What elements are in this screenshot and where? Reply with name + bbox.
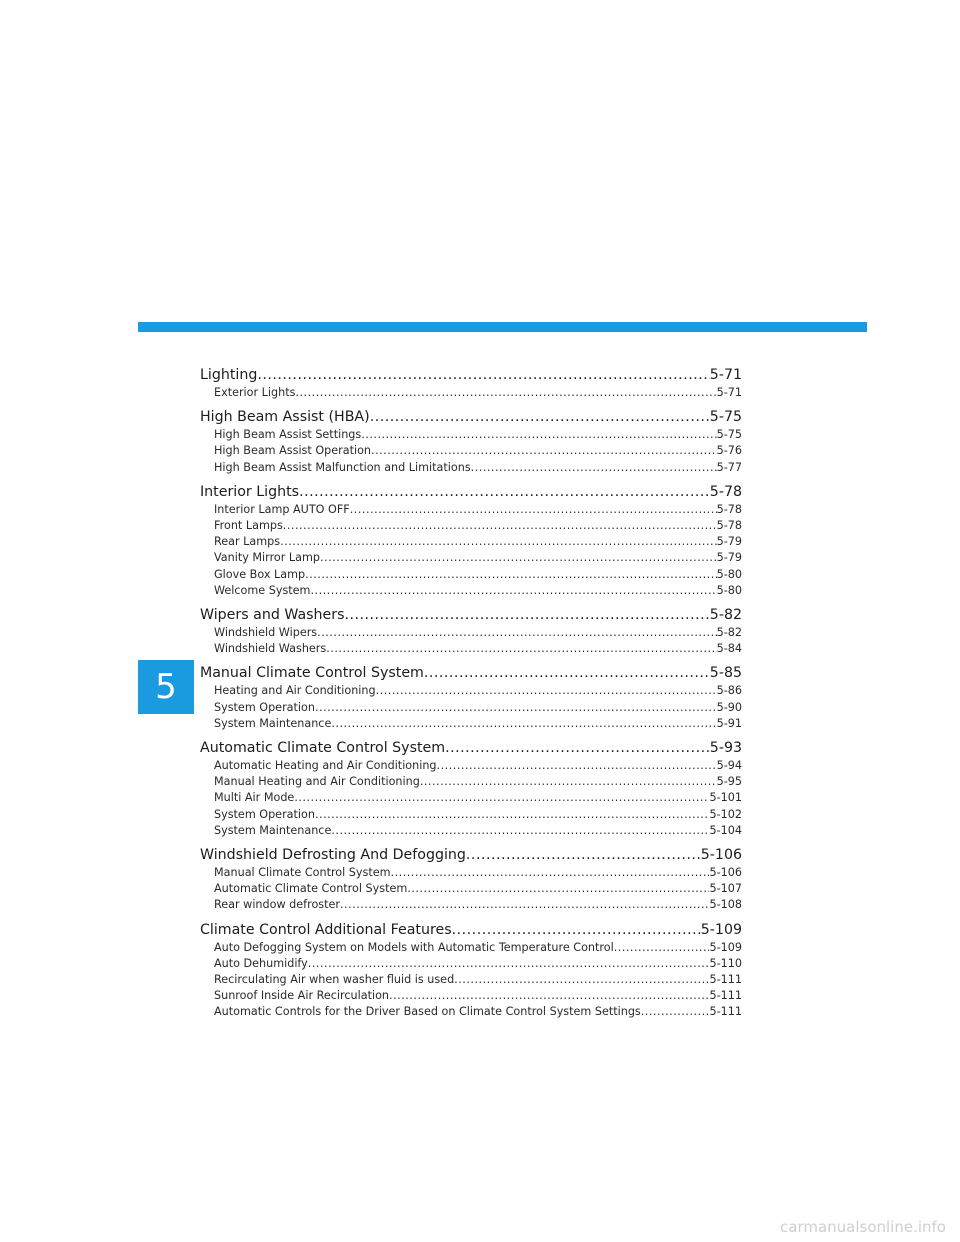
toc-sub-entry-title: Sunroof Inside Air Recirculation [214, 989, 390, 1003]
toc-sub-entry-page: 5-79 [716, 535, 742, 549]
toc-sub-entry-title: Automatic Heating and Air Conditioning [214, 759, 437, 773]
toc-main-entry[interactable] [200, 845, 742, 865]
toc-main-entry-title: Climate Control Additional Features [200, 921, 452, 938]
toc-main-entry[interactable] [200, 407, 742, 427]
toc-main-entry[interactable] [200, 920, 742, 940]
toc-main-entry-title: Automatic Climate Control System [200, 740, 446, 757]
toc-sub-entry-page: 5-79 [716, 551, 742, 565]
toc-sub-entry[interactable] [200, 567, 742, 583]
toc-sub-entry-page: 5-90 [716, 700, 742, 714]
toc-sub-entry[interactable] [200, 502, 742, 518]
dot-leader [310, 583, 716, 599]
dot-leader [295, 385, 716, 401]
toc-main-entry[interactable] [200, 605, 742, 625]
toc-sub-entry[interactable] [200, 443, 742, 459]
toc-sub-entry-title: Interior Lamp AUTO OFF [214, 502, 350, 516]
toc-sub-entry-title: High Beam Assist Operation [214, 444, 372, 458]
toc-sub-entry-page: 5-84 [716, 642, 742, 656]
toc-sub-entry[interactable] [200, 683, 742, 699]
toc-section [200, 663, 742, 732]
chapter-header-bar [138, 322, 867, 332]
toc-main-entry-page: 5-78 [709, 483, 742, 500]
toc-main-entry-title: Manual Climate Control System [200, 665, 424, 682]
dot-leader [407, 881, 709, 897]
dot-leader [257, 365, 709, 385]
toc-sub-entry[interactable] [200, 583, 742, 599]
toc-sub-entry[interactable] [200, 427, 742, 443]
dot-leader [466, 845, 701, 865]
toc-sub-entry-page: 5-102 [709, 807, 742, 821]
toc-sub-entry[interactable] [200, 518, 742, 534]
dot-leader [280, 534, 717, 550]
toc-sub-entry[interactable] [200, 758, 742, 774]
dot-leader [331, 823, 709, 839]
chapter-number-tab: 5 [138, 660, 194, 714]
toc-sub-entry-page: 5-106 [709, 866, 742, 880]
toc-sub-entry-page: 5-82 [716, 626, 742, 640]
toc-main-entry[interactable] [200, 663, 742, 683]
toc-sub-entry-title: Recirculating Air when washer fluid is used [214, 973, 455, 987]
toc-sub-entry-title: Vanity Mirror Lamp [214, 551, 321, 565]
toc-sub-entry[interactable] [200, 1004, 742, 1020]
toc-sub-entry-page: 5-104 [709, 823, 742, 837]
toc-main-entry-page: 5-75 [709, 409, 742, 426]
toc-sub-entry-page: 5-91 [716, 716, 742, 730]
dot-leader [471, 460, 717, 476]
toc-main-entry-page: 5-109 [700, 921, 742, 938]
toc-sub-entry[interactable] [200, 550, 742, 566]
dot-leader [299, 482, 710, 502]
toc-sub-entry-title: System Operation [214, 700, 315, 714]
dot-leader [371, 443, 717, 459]
dot-leader [445, 738, 710, 758]
dot-leader [315, 700, 717, 716]
toc-main-entry[interactable] [200, 738, 742, 758]
toc-sub-entry-page: 5-101 [709, 791, 742, 805]
toc-sub-entry[interactable] [200, 807, 742, 823]
toc-main-entry-title: Lighting [200, 367, 258, 383]
toc-section [200, 605, 742, 657]
dot-leader [308, 956, 710, 972]
dot-leader [376, 683, 717, 699]
dot-leader [389, 988, 709, 1004]
toc-sub-entry-page: 5-95 [716, 775, 742, 789]
toc-main-entry[interactable] [200, 482, 742, 502]
toc-sub-entry-page: 5-110 [709, 956, 742, 970]
toc-sub-entry-title: Automatic Climate Control System [214, 882, 408, 896]
toc-sub-entry[interactable] [200, 940, 742, 956]
toc-sub-entry-page: 5-80 [716, 583, 742, 597]
toc-sub-entry[interactable] [200, 956, 742, 972]
watermark: carmanualsonline.info [780, 1218, 946, 1236]
toc-sub-entry-title: System Maintenance [214, 823, 332, 837]
dot-leader [326, 641, 716, 657]
dot-leader [361, 427, 716, 443]
toc-sub-entry-title: System Maintenance [214, 716, 332, 730]
toc-sub-entry-page: 5-78 [716, 519, 742, 533]
toc-sub-entry-page: 5-80 [716, 567, 742, 581]
toc-sub-entry-page: 5-111 [709, 973, 742, 987]
toc-sub-entry-title: Rear Lamps [214, 535, 281, 549]
dot-leader [391, 865, 710, 881]
dot-leader [370, 407, 710, 427]
toc-main-entry-page: 5-93 [709, 740, 742, 757]
dot-leader [614, 940, 710, 956]
toc-sub-entry-page: 5-109 [709, 940, 742, 954]
toc-main-entry-title: Interior Lights [200, 483, 300, 500]
toc-sub-entry-title: Auto Defogging System on Models with Automatic Temperature Control [214, 940, 614, 954]
dot-leader [454, 972, 709, 988]
toc-sub-entry-page: 5-111 [709, 989, 742, 1003]
toc-sub-entry-page: 5-94 [716, 759, 742, 773]
toc-sub-entry[interactable] [200, 716, 742, 732]
toc-sub-entry-page: 5-108 [709, 898, 742, 912]
toc-sub-entry-title: Manual Heating and Air Conditioning [214, 775, 420, 789]
toc-sub-entry-page: 5-71 [716, 386, 742, 399]
table-of-contents [200, 365, 742, 1027]
toc-main-entry-page: 5-71 [709, 367, 742, 383]
dot-leader [315, 807, 710, 823]
toc-sub-entry-title: Automatic Controls for the Driver Based on Climate Control System Settings [214, 1005, 641, 1019]
toc-main-entry-page: 5-85 [709, 665, 742, 682]
toc-sub-entry-title: Exterior Lights [214, 386, 296, 399]
toc-section [200, 365, 742, 401]
toc-sub-entry-title: Multi Air Mode [214, 791, 295, 805]
toc-sub-entry[interactable] [200, 897, 742, 913]
toc-sub-entry[interactable] [200, 625, 742, 641]
dot-leader [340, 897, 710, 913]
toc-sub-entry-title: High Beam Assist Malfunction and Limitations [214, 460, 471, 474]
dot-leader [320, 550, 717, 566]
toc-sub-entry-page: 5-77 [716, 460, 742, 474]
toc-section [200, 482, 742, 599]
toc-sub-entry-title: High Beam Assist Settings [214, 428, 362, 442]
toc-sub-entry[interactable] [200, 881, 742, 897]
toc-sub-entry-page: 5-78 [716, 502, 742, 516]
toc-sub-entry-page: 5-107 [709, 882, 742, 896]
toc-sub-entry[interactable] [200, 700, 742, 716]
dot-leader [317, 625, 716, 641]
toc-sub-entry[interactable] [200, 790, 742, 806]
toc-sub-entry-title: Welcome System [214, 583, 311, 597]
toc-main-entry-title: Windshield Defrosting And Defogging [200, 847, 466, 864]
toc-sub-entry[interactable] [200, 641, 742, 657]
toc-sub-entry-title: Rear window defroster [214, 898, 340, 912]
toc-main-entry-page: 5-106 [700, 847, 742, 864]
toc-sub-entry[interactable] [200, 534, 742, 550]
toc-main-entry[interactable] [200, 365, 742, 385]
toc-sub-entry-page: 5-76 [716, 444, 742, 458]
toc-main-entry-page: 5-82 [709, 607, 742, 624]
toc-sub-entry-page: 5-75 [716, 428, 742, 442]
toc-section [200, 920, 742, 1021]
dot-leader [344, 605, 709, 625]
dot-leader [283, 518, 717, 534]
toc-sub-entry-title: Windshield Washers [214, 642, 327, 656]
dot-leader [420, 774, 717, 790]
toc-sub-entry-title: Front Lamps [214, 519, 283, 533]
toc-section [200, 738, 742, 839]
toc-section [200, 845, 742, 914]
toc-sub-entry[interactable] [200, 865, 742, 881]
toc-sub-entry-title: Manual Climate Control System [214, 866, 391, 880]
toc-main-entry-title: High Beam Assist (HBA) [200, 409, 370, 426]
toc-sub-entry-title: Heating and Air Conditioning [214, 684, 376, 698]
dot-leader [452, 920, 701, 940]
toc-sub-entry[interactable] [200, 774, 742, 790]
toc-main-entry-title: Wipers and Washers [200, 607, 345, 624]
dot-leader [350, 502, 717, 518]
toc-sub-entry[interactable] [200, 988, 742, 1004]
toc-sub-entry-page: 5-86 [716, 684, 742, 698]
toc-sub-entry-page: 5-111 [709, 1005, 742, 1019]
toc-sub-entry-title: Glove Box Lamp [214, 567, 306, 581]
dot-leader [437, 758, 717, 774]
toc-sub-entry[interactable] [200, 823, 742, 839]
dot-leader [331, 716, 716, 732]
dot-leader [294, 790, 709, 806]
toc-sub-entry-title: Windshield Wipers [214, 626, 318, 640]
dot-leader [641, 1004, 710, 1020]
dot-leader [305, 567, 716, 583]
toc-sub-entry-title: System Operation [214, 807, 315, 821]
toc-sub-entry-title: Auto Dehumidify [214, 956, 308, 970]
dot-leader [424, 663, 710, 683]
toc-section [200, 407, 742, 476]
toc-sub-entry[interactable] [200, 460, 742, 476]
toc-sub-entry[interactable] [200, 972, 742, 988]
toc-sub-entry[interactable] [200, 385, 742, 401]
